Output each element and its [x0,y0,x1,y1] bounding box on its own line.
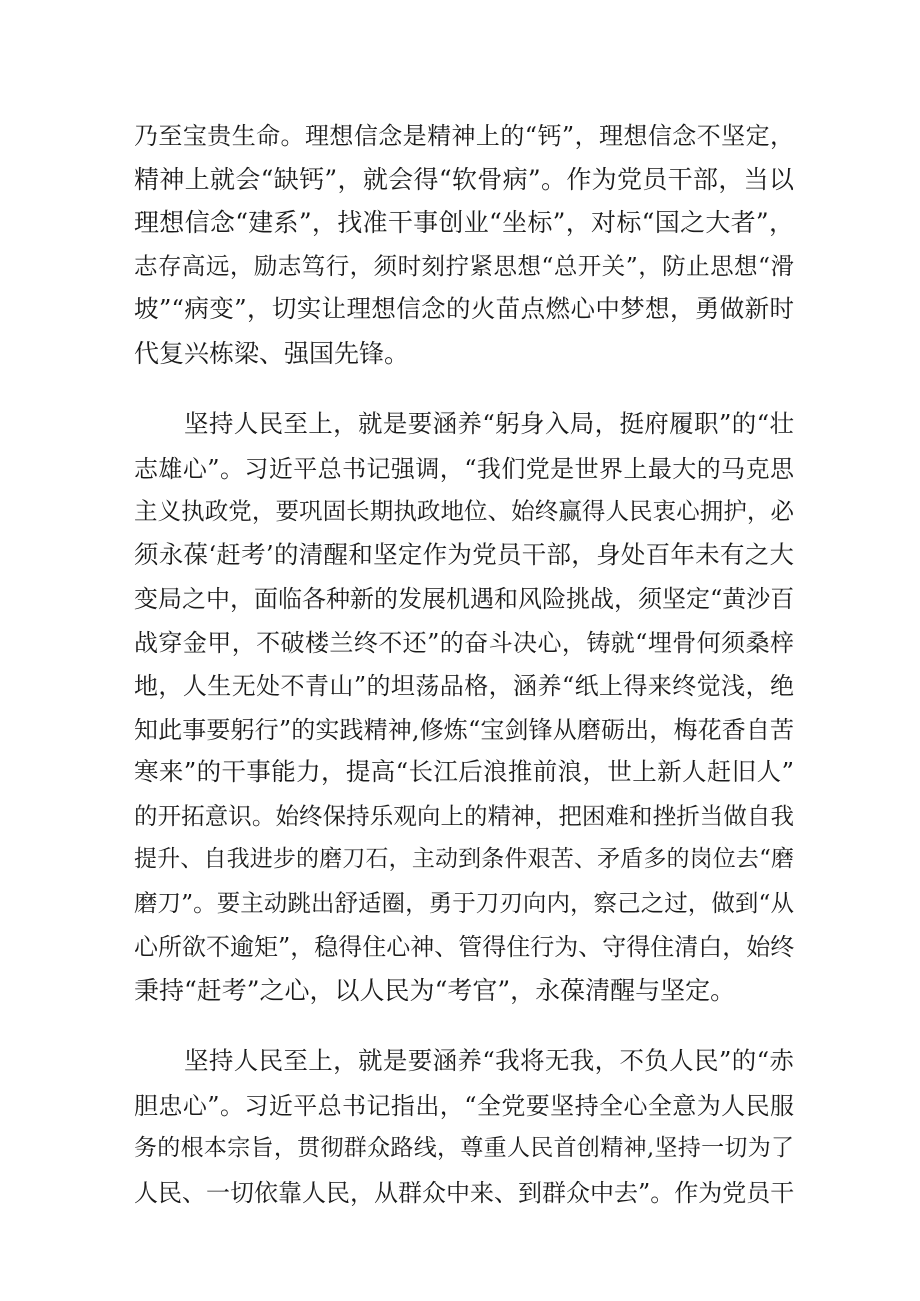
text-line: 精神上就会“缺钙”，就会得“软骨病”。作为党员干部，当以 [134,165,794,194]
text-line: 战穿金甲，不破楼兰终不还”的奋斗决心，铸就“埋骨何须桑梓 [134,629,794,657]
text-line: 代复兴栋梁、强国先锋。 [134,339,410,368]
text-line: 地，人生无处不青山”的坦荡品格，涵养“纸上得来终觉浅，绝 [134,672,794,700]
text-line: 的开拓意识。始终保持乐观向上的精神，把困难和挫折当做自我 [134,802,794,830]
text-line: 理想信念“建系”，找准干事创业“坐标”，对标“国之大者”， [134,208,794,237]
text-line: 须永葆‘赶考’的清醒和坚定作为党员干部，身处百年未有之大 [134,540,794,569]
text-line: 乃至宝贵生命。理想信念是精神上的“钙”，理想信念不坚定， [134,122,794,150]
text-line: 寒来”的干事能力，提高“长江后浪推前浪，世上新人赶旧人” [134,757,794,786]
text-line: 务的根本宗旨，贯彻群众路线，尊重人民首创精神,坚持一切为了 [134,1135,794,1161]
text-line: 磨刀”。要主动跳出舒适圈，勇于刀刃向内，察己之过，做到“从 [134,889,794,917]
text-line: 志存高远，励志笃行，须时刻拧紧思想“总开关”，防止思想“滑 [134,252,794,280]
text-line: 坡”“病变”，切实让理想信念的火苗点燃心中梦想，勇做新时 [134,294,794,323]
text-line: 人民、一切依靠人民，从群众中来、到群众中去”。作为党员干 [134,1179,795,1207]
text-line: 心所欲不逾矩”，稳得住心神、管得住行为、守得住清白，始终 [134,933,795,961]
text-line: 变局之中，面临各种新的发展机遇和风险挑战，须坚定“黄沙百 [134,585,795,613]
text-line: 主义执政党，要巩固长期执政地位、始终赢得人民衷心拥护，必 [134,497,794,525]
text-line: 志雄心”。习近平总书记强调，“我们党是世界上最大的马克思 [134,455,794,483]
text-line: 提升、自我进步的磨刀石，主动到条件艰苦、矛盾多的岗位去“磨 [134,846,794,872]
text-line: 秉持“赶考”之心，以人民为“考官”，永葆清醒与坚定。 [134,976,736,1005]
paragraph-first-line: 坚持人民至上，就是要涵养“我将无我，不负人民”的“赤 [184,1046,794,1075]
text-line: 知此事要躬行”的实践精神,修炼“宝剑锋从磨砺出，梅花香自苦 [134,716,794,744]
paragraph-first-line: 坚持人民至上，就是要涵养“躬身入局，挺府履职”的“壮 [184,409,794,438]
text-line: 胆忠心”。习近平总书记指出，“全党要坚持全心全意为人民服 [134,1092,794,1120]
